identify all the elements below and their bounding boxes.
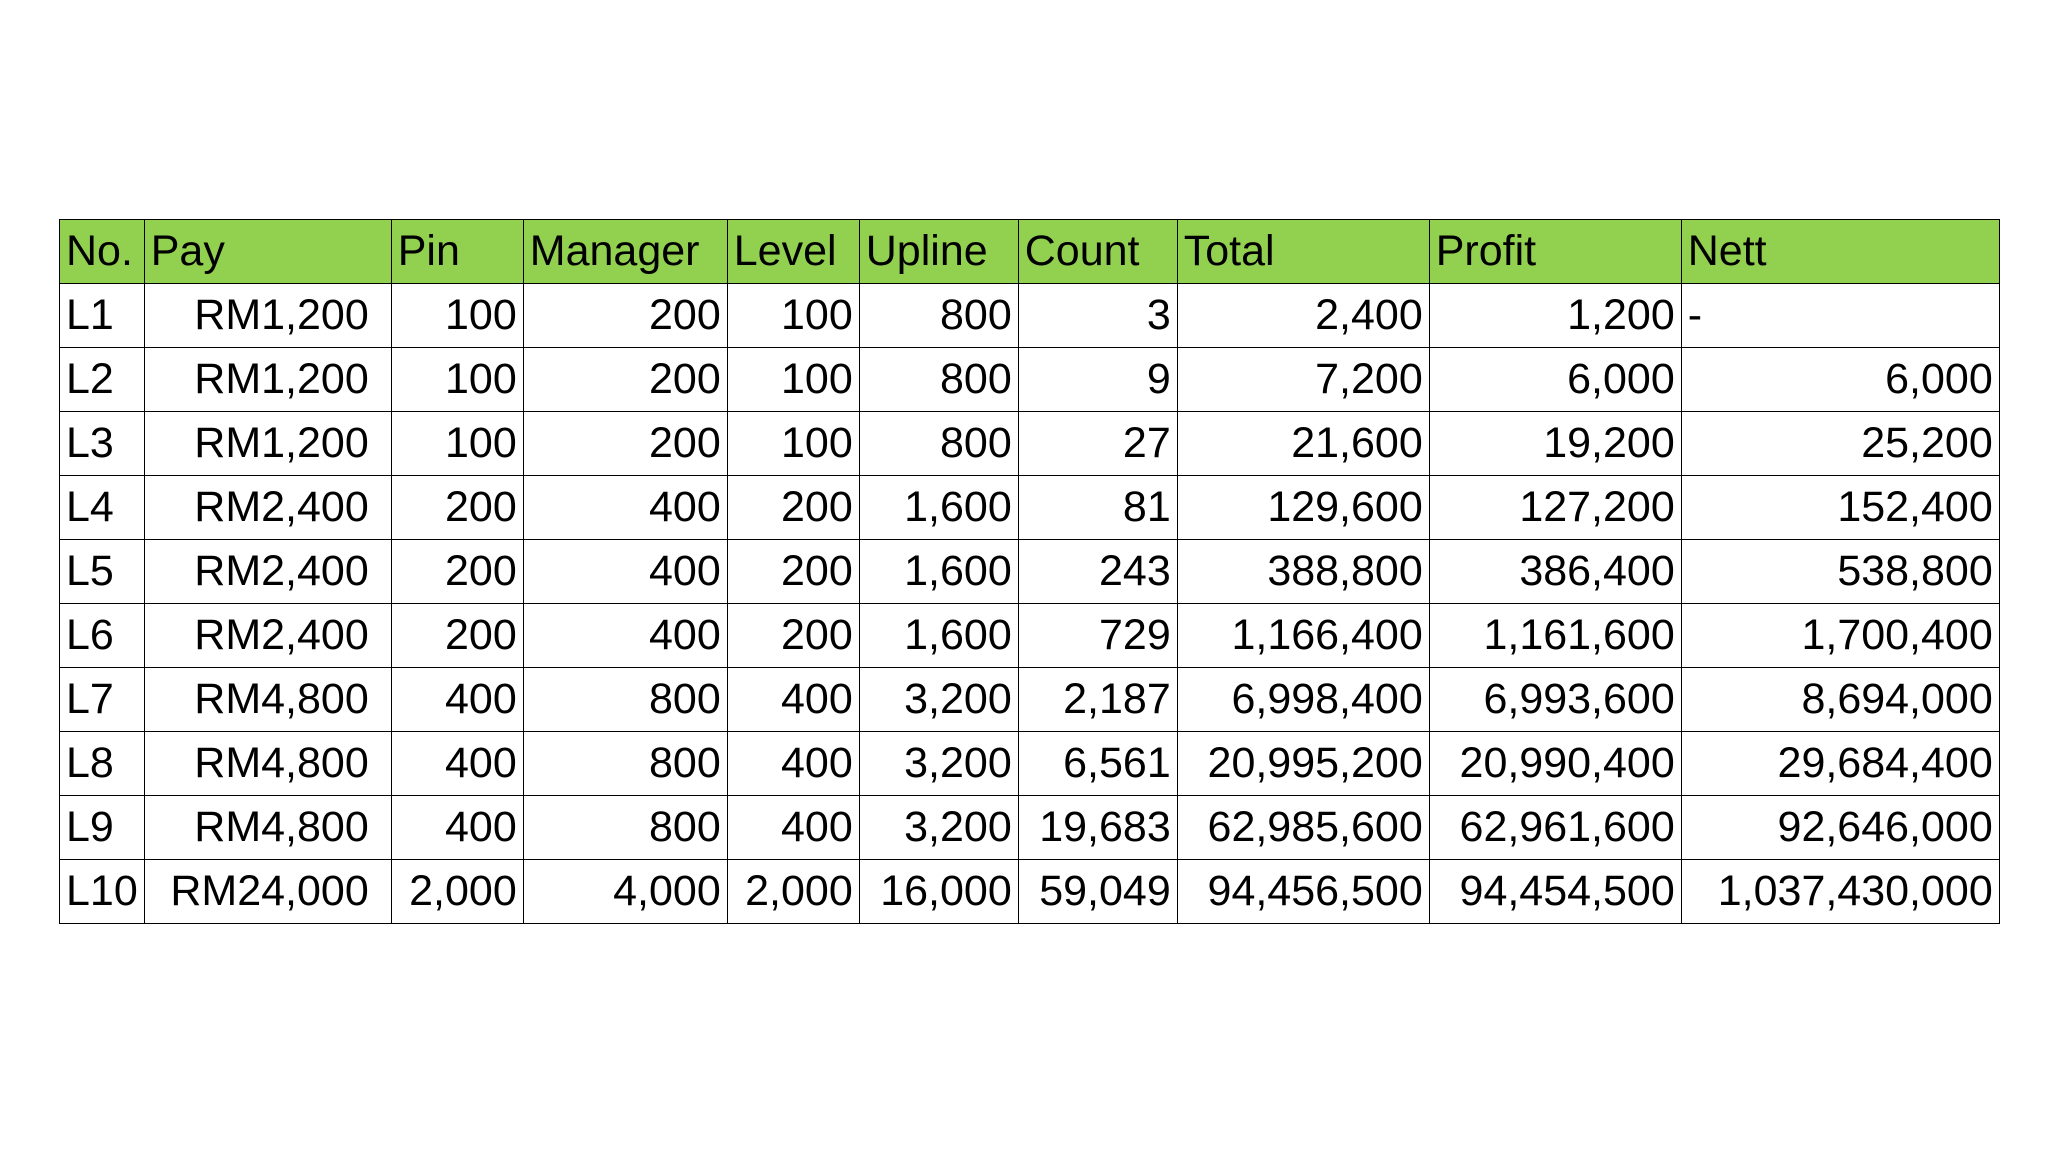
cell-pin: 200 <box>391 476 523 540</box>
cell-pin: 200 <box>391 604 523 668</box>
column-header-upline: Upline <box>859 220 1018 284</box>
cell-profit: 20,990,400 <box>1429 732 1681 796</box>
cell-manager: 800 <box>523 732 727 796</box>
table-row <box>60 668 2000 732</box>
table-row <box>60 348 2000 412</box>
cell-count: 81 <box>1018 476 1177 540</box>
column-header-total: Total <box>1177 220 1429 284</box>
cell-upline: 800 <box>859 348 1018 412</box>
cell-no: L7 <box>60 668 145 732</box>
cell-nett: - <box>1681 284 1999 348</box>
cell-no: L5 <box>60 540 145 604</box>
cell-profit: 127,200 <box>1429 476 1681 540</box>
cell-total: 1,166,400 <box>1177 604 1429 668</box>
cell-pin: 200 <box>391 540 523 604</box>
cell-upline: 1,600 <box>859 604 1018 668</box>
header-row <box>60 220 2000 284</box>
cell-pay: RM2,400 <box>144 540 391 604</box>
cell-pay: RM4,800 <box>144 732 391 796</box>
cell-nett: 25,200 <box>1681 412 1999 476</box>
cell-upline: 3,200 <box>859 668 1018 732</box>
cell-no: L8 <box>60 732 145 796</box>
cell-count: 59,049 <box>1018 860 1177 924</box>
cell-upline: 1,600 <box>859 540 1018 604</box>
cell-pin: 100 <box>391 284 523 348</box>
cell-profit: 1,200 <box>1429 284 1681 348</box>
cell-pay: RM1,200 <box>144 348 391 412</box>
table-body <box>60 284 2000 924</box>
cell-pay: RM4,800 <box>144 668 391 732</box>
cell-profit: 6,000 <box>1429 348 1681 412</box>
cell-no: L6 <box>60 604 145 668</box>
cell-level: 200 <box>727 540 859 604</box>
cell-level: 100 <box>727 348 859 412</box>
cell-pin: 100 <box>391 412 523 476</box>
cell-manager: 400 <box>523 540 727 604</box>
cell-pin: 400 <box>391 732 523 796</box>
cell-level: 200 <box>727 476 859 540</box>
cell-manager: 400 <box>523 476 727 540</box>
cell-profit: 62,961,600 <box>1429 796 1681 860</box>
cell-nett: 6,000 <box>1681 348 1999 412</box>
cell-pin: 2,000 <box>391 860 523 924</box>
cell-pay: RM4,800 <box>144 796 391 860</box>
cell-count: 27 <box>1018 412 1177 476</box>
cell-nett: 1,037,430,000 <box>1681 860 1999 924</box>
cell-total: 388,800 <box>1177 540 1429 604</box>
column-header-pin: Pin <box>391 220 523 284</box>
table-row <box>60 476 2000 540</box>
cell-pay: RM1,200 <box>144 284 391 348</box>
cell-pin: 400 <box>391 668 523 732</box>
cell-no: L9 <box>60 796 145 860</box>
cell-count: 729 <box>1018 604 1177 668</box>
table-row <box>60 732 2000 796</box>
cell-count: 6,561 <box>1018 732 1177 796</box>
cell-profit: 1,161,600 <box>1429 604 1681 668</box>
cell-upline: 3,200 <box>859 796 1018 860</box>
cell-total: 7,200 <box>1177 348 1429 412</box>
table-row <box>60 412 2000 476</box>
cell-nett: 152,400 <box>1681 476 1999 540</box>
cell-manager: 800 <box>523 796 727 860</box>
column-header-no: No. <box>60 220 145 284</box>
column-header-level: Level <box>727 220 859 284</box>
column-header-count: Count <box>1018 220 1177 284</box>
cell-nett: 538,800 <box>1681 540 1999 604</box>
cell-level: 200 <box>727 604 859 668</box>
cell-upline: 16,000 <box>859 860 1018 924</box>
cell-level: 2,000 <box>727 860 859 924</box>
cell-level: 400 <box>727 732 859 796</box>
cell-nett: 29,684,400 <box>1681 732 1999 796</box>
cell-no: L2 <box>60 348 145 412</box>
cell-total: 6,998,400 <box>1177 668 1429 732</box>
cell-pin: 100 <box>391 348 523 412</box>
cell-no: L1 <box>60 284 145 348</box>
cell-no: L10 <box>60 860 145 924</box>
cell-nett: 8,694,000 <box>1681 668 1999 732</box>
cell-total: 129,600 <box>1177 476 1429 540</box>
column-header-pay: Pay <box>144 220 391 284</box>
cell-nett: 1,700,400 <box>1681 604 1999 668</box>
cell-manager: 200 <box>523 348 727 412</box>
cell-level: 100 <box>727 412 859 476</box>
cell-manager: 200 <box>523 284 727 348</box>
table-row <box>60 860 2000 924</box>
data-table <box>59 219 2000 924</box>
cell-nett: 92,646,000 <box>1681 796 1999 860</box>
column-header-profit: Profit <box>1429 220 1681 284</box>
cell-count: 243 <box>1018 540 1177 604</box>
table-row <box>60 540 2000 604</box>
column-header-manager: Manager <box>523 220 727 284</box>
cell-upline: 3,200 <box>859 732 1018 796</box>
cell-count: 2,187 <box>1018 668 1177 732</box>
cell-count: 9 <box>1018 348 1177 412</box>
cell-profit: 6,993,600 <box>1429 668 1681 732</box>
cell-level: 400 <box>727 796 859 860</box>
column-header-nett: Nett <box>1681 220 1999 284</box>
table-row <box>60 796 2000 860</box>
cell-pay: RM1,200 <box>144 412 391 476</box>
cell-manager: 200 <box>523 412 727 476</box>
cell-level: 400 <box>727 668 859 732</box>
cell-total: 21,600 <box>1177 412 1429 476</box>
cell-profit: 94,454,500 <box>1429 860 1681 924</box>
cell-upline: 1,600 <box>859 476 1018 540</box>
table-row <box>60 284 2000 348</box>
cell-total: 2,400 <box>1177 284 1429 348</box>
cell-manager: 800 <box>523 668 727 732</box>
cell-profit: 19,200 <box>1429 412 1681 476</box>
cell-manager: 400 <box>523 604 727 668</box>
cell-no: L4 <box>60 476 145 540</box>
cell-pin: 400 <box>391 796 523 860</box>
cell-total: 20,995,200 <box>1177 732 1429 796</box>
cell-pay: RM24,000 <box>144 860 391 924</box>
cell-count: 19,683 <box>1018 796 1177 860</box>
table-row <box>60 604 2000 668</box>
cell-upline: 800 <box>859 284 1018 348</box>
cell-manager: 4,000 <box>523 860 727 924</box>
cell-upline: 800 <box>859 412 1018 476</box>
cell-profit: 386,400 <box>1429 540 1681 604</box>
cell-level: 100 <box>727 284 859 348</box>
cell-pay: RM2,400 <box>144 604 391 668</box>
cell-no: L3 <box>60 412 145 476</box>
cell-count: 3 <box>1018 284 1177 348</box>
cell-total: 94,456,500 <box>1177 860 1429 924</box>
cell-pay: RM2,400 <box>144 476 391 540</box>
cell-total: 62,985,600 <box>1177 796 1429 860</box>
